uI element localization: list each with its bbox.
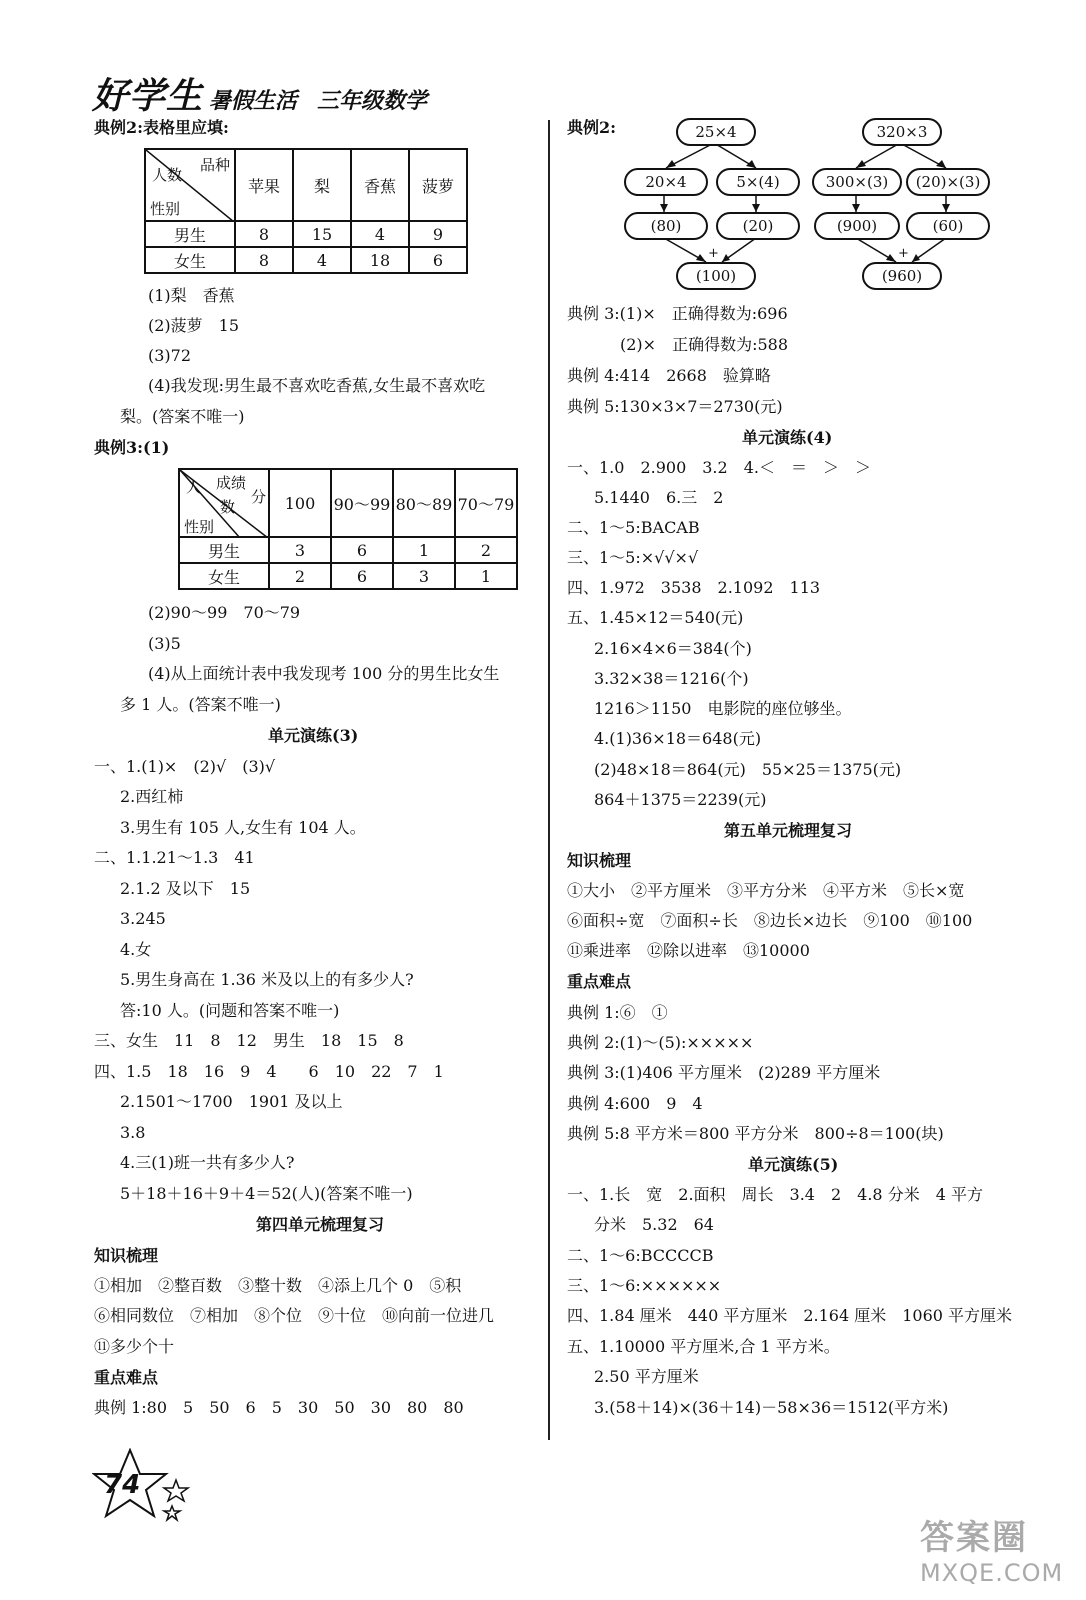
answer-line: 典例 5:130×3×7＝2730(元) — [567, 397, 783, 416]
answer-line: 2.西红柿 — [120, 787, 184, 806]
table-cell: 8 — [235, 221, 293, 247]
answer-line: 分米 5.32 64 — [594, 1215, 714, 1234]
column-header: 70～79 — [455, 469, 517, 537]
answer-line: 梨。(答案不唯一) — [120, 407, 245, 426]
table-row — [179, 563, 517, 589]
knowledge-line: ⑪多少个十 — [94, 1337, 175, 1356]
answer-line: 3.32×38＝1216(个) — [594, 669, 749, 688]
answer-line: 3.(58＋14)×(36＋14)－58×36＝1512(平方米) — [594, 1398, 949, 1417]
answer-line: 5＋18＋16＋9＋4＝52(人)(答案不唯一) — [120, 1184, 413, 1203]
key-points-heading: 重点难点 — [94, 1368, 159, 1387]
column-header: 90～99 — [331, 469, 393, 537]
section-title-unit-4-review: 第四单元梳理复习 — [256, 1215, 385, 1234]
answer-line: 典例 4:600 9 4 — [567, 1094, 703, 1113]
answer-line: 2.1501～1700 1901 及以上 — [120, 1092, 343, 1111]
answer-line: (2)48×18＝864(元) 55×25＝1375(元) — [594, 760, 902, 779]
table-cell: 1 — [393, 537, 455, 563]
answer-line: 三、1～5:×√√×√ — [567, 548, 699, 567]
flow2-left-node: 300×(3) — [812, 168, 902, 196]
example-2-title-right: 典例2: — [567, 118, 617, 137]
answer-line: 五、1.10000 平方厘米,合 1 平方米。 — [567, 1337, 840, 1356]
header-score-unit: 分 — [250, 488, 266, 506]
answer-line: 四、1.972 3538 2.1092 113 — [567, 578, 821, 597]
answer-line: 2.16×4×6＝384(个) — [594, 639, 752, 658]
flow1-plus: + — [708, 246, 719, 261]
flow1-top-node: 25×4 — [676, 118, 756, 146]
answer-line: 一、1.0 2.900 3.2 4.＜ ＝ ＞ ＞ — [567, 458, 871, 477]
table-cell: 3 — [393, 563, 455, 589]
knowledge-line: ⑥面积÷宽 ⑦面积÷长 ⑧边长×边长 ⑨100 ⑩100 — [567, 911, 973, 930]
flow1-right-node: 5×(4) — [716, 168, 800, 196]
answer-line: 典例 5:8 平方米＝800 平方分米 800÷8＝100(块) — [567, 1124, 944, 1143]
answer-line: (1)梨 香蕉 — [148, 286, 235, 305]
table-cell: 18 — [351, 247, 409, 273]
page-number-badge — [92, 1448, 202, 1532]
answer-line: 1216＞1150 电影院的座位够坐。 — [594, 699, 852, 718]
table-cell: 6 — [331, 537, 393, 563]
table-cell: 8 — [235, 247, 293, 273]
header-people: 人数 — [152, 166, 183, 184]
answer-line: 典例 1:80 5 50 6 5 30 50 30 80 80 — [94, 1398, 464, 1417]
answer-line: (3)5 — [148, 634, 181, 653]
table-cell: 9 — [409, 221, 467, 247]
answer-line: (4)我发现:男生最不喜欢吃香蕉,女生最不喜欢吃 — [148, 376, 486, 395]
knowledge-line: ⑥相同数位 ⑦相加 ⑧个位 ⑨十位 ⑩向前一位进几 — [94, 1306, 495, 1325]
answer-line: (4)从上面统计表中我发现考 100 分的男生比女生 — [148, 664, 500, 683]
section-title-unit-5: 单元演练(5) — [748, 1155, 839, 1174]
flow2-right-result: (60) — [906, 212, 990, 240]
flow1-left-result: (80) — [624, 212, 708, 240]
answer-line: 二、1.1.21～1.3 41 — [94, 848, 255, 867]
row-label: 女生 — [145, 247, 235, 273]
flow2-left-result: (900) — [814, 212, 900, 240]
table-cell: 4 — [351, 221, 409, 247]
answer-line: 答:10 人。(问题和答案不唯一) — [120, 1001, 340, 1020]
answer-line: 2.50 平方厘米 — [594, 1367, 699, 1386]
key-points-heading: 重点难点 — [567, 972, 632, 991]
answer-line: (2)× 正确得数为:588 — [620, 335, 789, 354]
table-cell: 1 — [455, 563, 517, 589]
row-label: 男生 — [145, 221, 235, 247]
table-cell: 4 — [293, 247, 351, 273]
table-cell: 6 — [331, 563, 393, 589]
example-2-title: 典例2:表格里应填: — [94, 118, 229, 137]
column-header: 菠萝 — [409, 149, 467, 221]
answer-line: 一、1.长 宽 2.面积 周长 3.4 2 4.8 分米 4 平方 — [567, 1185, 983, 1204]
watermark-logo-text: 答案圈 — [920, 1518, 1028, 1558]
column-header: 100 — [269, 469, 331, 537]
answer-line: (2)菠萝 15 — [148, 316, 240, 335]
answer-line: 三、1～6:×××××× — [567, 1276, 722, 1295]
column-header: 苹果 — [235, 149, 293, 221]
flow2-top-node: 320×3 — [862, 118, 942, 146]
flow2-plus: + — [898, 246, 909, 261]
answer-line: 二、1～6:BCCCCB — [567, 1246, 714, 1265]
answer-line: 一、1.(1)× (2)√ (3)√ — [94, 757, 276, 776]
table-row — [179, 537, 517, 563]
table-cell: 2 — [269, 563, 331, 589]
knowledge-heading: 知识梳理 — [567, 851, 632, 870]
answer-line: (2)90～99 70～79 — [148, 603, 301, 622]
flow2-right-node: (20)×(3) — [906, 168, 990, 196]
answer-line: 4.(1)36×18＝648(元) — [594, 729, 762, 748]
answer-line: 典例 4:414 2668 验算略 — [567, 366, 771, 385]
flow2-bottom-node: (960) — [862, 262, 942, 290]
column-header: 香蕉 — [351, 149, 409, 221]
table-cell: 2 — [455, 537, 517, 563]
answer-line: 5.男生身高在 1.36 米及以上的有多少人? — [120, 970, 414, 989]
header-gender: 性别 — [184, 518, 215, 536]
answer-line: (3)72 — [148, 346, 192, 365]
row-label: 女生 — [179, 563, 269, 589]
flow1-bottom-node: (100) — [676, 262, 756, 290]
watermark-domain: MXQE.COM — [920, 1559, 1064, 1587]
book-subject: 三年级数学 — [317, 89, 428, 114]
page-number: 74 — [104, 1470, 141, 1500]
answer-line: 4.女 — [120, 940, 152, 959]
answer-line: 3.8 — [120, 1123, 146, 1142]
answer-line: 典例 3:(1)× 正确得数为:696 — [567, 304, 788, 323]
table-cell: 3 — [269, 537, 331, 563]
flow1-right-result: (20) — [716, 212, 800, 240]
example-3-title: 典例3:(1) — [94, 438, 170, 457]
answer-line: 864＋1375＝2239(元) — [594, 790, 767, 809]
column-header: 梨 — [293, 149, 351, 221]
header-count: 数 — [220, 498, 236, 516]
knowledge-heading: 知识梳理 — [94, 1246, 159, 1265]
answer-line: 5.1440 6.三 2 — [594, 488, 724, 507]
answer-line: 四、1.84 厘米 440 平方厘米 2.164 厘米 1060 平方厘米 — [567, 1306, 1013, 1325]
section-title-unit-3: 单元演练(3) — [268, 726, 359, 745]
row-label: 男生 — [179, 537, 269, 563]
flow1-left-node: 20×4 — [624, 168, 708, 196]
answer-line: 典例 2:(1)～(5):××××× — [567, 1033, 754, 1052]
watermark — [920, 1510, 1063, 1587]
header-gender: 性别 — [150, 200, 181, 218]
answer-line: 3.男生有 105 人,女生有 104 人。 — [120, 818, 366, 837]
column-divider — [548, 120, 550, 1440]
brand-title: 好学生 — [92, 76, 204, 117]
answer-line: 多 1 人。(答案不唯一) — [120, 695, 281, 714]
section-title-unit-4: 单元演练(4) — [742, 428, 833, 447]
flow-diagram-lines — [0, 0, 1086, 300]
header-people: 人 — [186, 478, 202, 496]
section-title-unit-5-review: 第五单元梳理复习 — [724, 821, 853, 840]
brand-subtitle: 暑假生活 — [209, 89, 298, 114]
answer-line: 三、女生 11 8 12 男生 18 15 8 — [94, 1031, 404, 1050]
header-category: 品种 — [199, 156, 230, 174]
knowledge-line: ①大小 ②平方厘米 ③平方分米 ④平方米 ⑤长×宽 — [567, 881, 965, 900]
answer-line: 五、1.45×12＝540(元) — [567, 608, 744, 627]
table-cell: 6 — [409, 247, 467, 273]
answer-line: 3.245 — [120, 909, 166, 928]
knowledge-line: ①相加 ②整百数 ③整十数 ④添上几个 0 ⑤积 — [94, 1276, 462, 1295]
header-score: 成绩 — [215, 474, 246, 492]
score-table — [178, 468, 518, 590]
table-cell: 15 — [293, 221, 351, 247]
knowledge-line: ⑪乘进率 ⑫除以进率 ⑬10000 — [567, 941, 810, 960]
table-header-corner — [179, 469, 269, 537]
column-header: 80～89 — [393, 469, 455, 537]
answer-line: 4.三(1)班一共有多少人? — [120, 1153, 295, 1172]
answer-line: 四、1.5 18 16 9 4 6 10 22 7 1 — [94, 1062, 444, 1081]
answer-line: 二、1～5:BACAB — [567, 518, 700, 537]
answer-line: 典例 1:⑥ ① — [567, 1003, 668, 1022]
answer-line: 2.1.2 及以下 15 — [120, 879, 251, 898]
answer-line: 典例 3:(1)406 平方厘米 (2)289 平方厘米 — [567, 1063, 881, 1082]
